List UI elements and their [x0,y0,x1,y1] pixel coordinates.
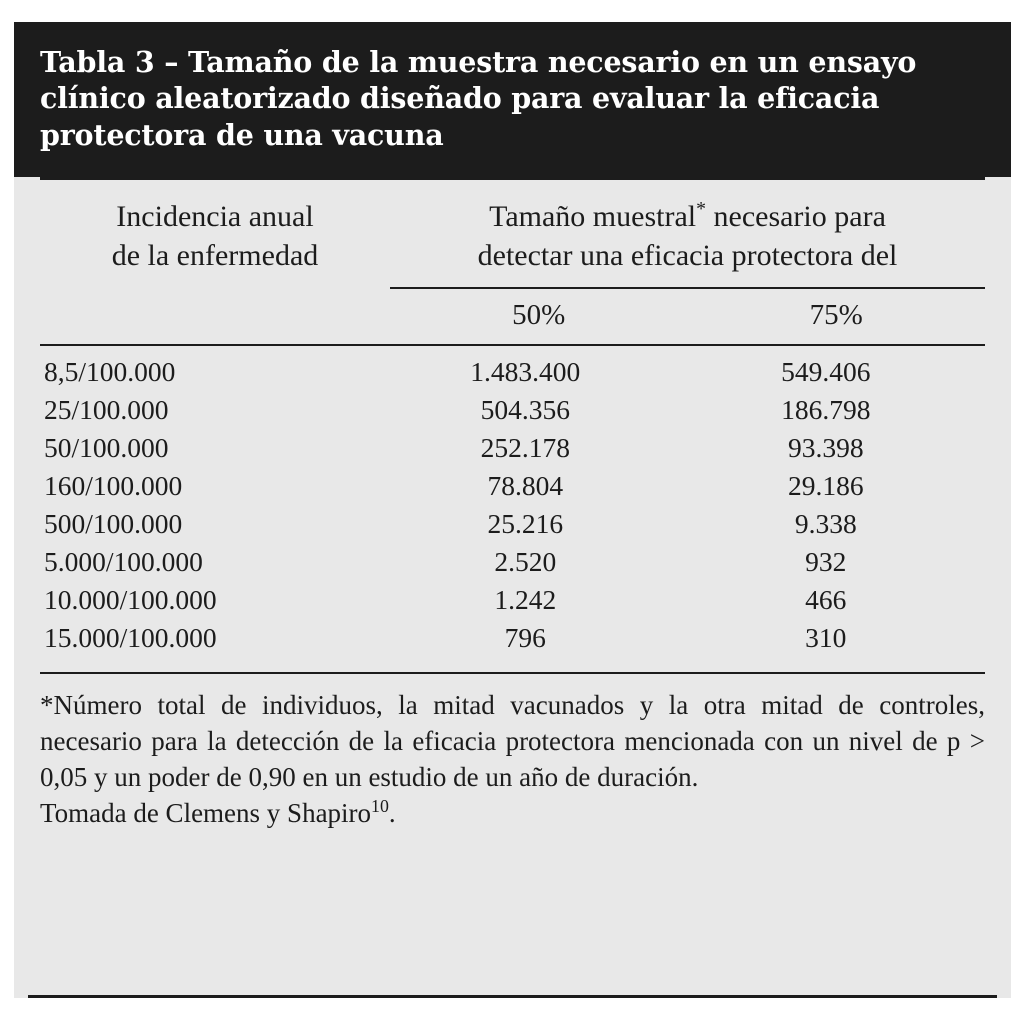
cell-value-75: 549.406 [781,356,871,388]
header-spanner-text [390,196,985,287]
table-row [40,508,985,546]
footnote-source [40,796,985,832]
cell-value-75: 93.398 [787,432,864,464]
table-row [40,356,985,394]
cell-value-50: 1.483.400 [470,356,581,388]
cell-value-50: 1.242 [494,584,557,616]
cell-incidence: 50/100.000 [44,432,169,464]
subheader-row [390,289,985,344]
header-spanner-line1-b: necesario para [706,200,886,234]
table-footnote-zone [14,674,1011,832]
cell-value-75: 29.186 [787,470,864,502]
table-row [40,394,985,432]
table-row [40,584,985,622]
header-col-incidence-line1: Incidencia anual [116,200,314,234]
header-col-incidence-line2: de la enfermedad [111,238,319,272]
footnote-source-end: . [388,797,396,828]
cell-value-75: 932 [805,546,847,578]
header-row [40,180,985,344]
cell-incidence: 160/100.000 [44,470,183,502]
cell-value-75: 9.338 [794,508,857,540]
header-spanner-line1-a: Tamaño muestral [489,200,697,234]
footnote-text: *Número total de individuos, la mitad vacunados y la otra mitad de controles, necesario para la detección de la eficacia protectora mencionada con un nivel de p > 0,05 y un poder de 0,90 en un estudio de un año de duración. [40,690,985,792]
cell-incidence: 10.000/100.000 [44,584,217,616]
header-col-incidence [40,196,390,275]
header-spanner-line2: detectar una eficacia protectora del [477,238,898,272]
table-header-zone [14,177,1011,346]
table-card [14,22,1011,998]
cell-value-50: 504.356 [480,394,570,426]
cell-incidence: 5.000/100.000 [44,546,203,578]
cell-incidence: 15.000/100.000 [44,622,217,654]
footnote-source-text: Tomada de Clemens y Shapiro [40,797,372,828]
table-title: Tabla 3 – Tamaño de la muestra necesario en un ensayo clínico aleatorizado diseñado para evaluar la eficacia protectora de una vacuna [40,45,917,152]
table-row [40,546,985,584]
table-row [40,622,985,660]
cell-value-50: 796 [504,622,546,654]
cell-value-50: 252.178 [480,432,570,464]
cell-incidence: 25/100.000 [44,394,169,426]
table-body-zone [14,346,1011,674]
footnote-source-reference: 10 [371,795,389,816]
cell-value-75: 186.798 [781,394,871,426]
header-spanner-asterisk: * [696,198,706,221]
table-row [40,470,985,508]
header-spanner [390,196,985,344]
cell-incidence: 8,5/100.000 [44,356,176,388]
cell-value-50: 2.520 [494,546,557,578]
cell-value-50: 78.804 [487,470,564,502]
table-bottom-rule [28,995,997,998]
table-row [40,432,985,470]
table-rows [40,346,985,672]
cell-incidence: 500/100.000 [44,508,183,540]
subheader-75: 75% [809,299,863,332]
subheader-50: 50% [512,299,566,332]
cell-value-75: 466 [805,584,847,616]
cell-value-50: 25.216 [487,508,564,540]
cell-value-75: 310 [805,622,847,654]
table-title-bar [14,22,1011,177]
